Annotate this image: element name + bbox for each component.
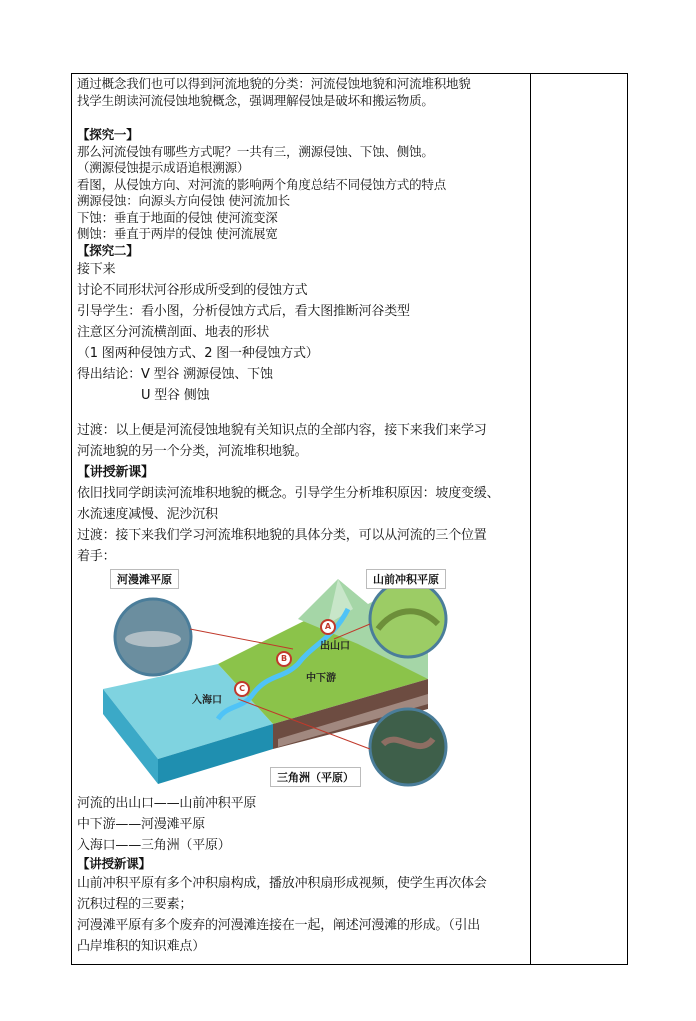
river-landform-figure	[98, 569, 478, 791]
column-divider	[530, 74, 531, 964]
transition-line: 河流地貌的另一个分类，河流堆积地貌。	[77, 444, 308, 459]
text-line: 依旧找同学朗读河流堆积地貌的概念。引导学生分析堆积原因：坡度变缓、	[77, 486, 500, 501]
lesson-table	[71, 73, 628, 965]
section-heading: 【讲授新课】	[77, 465, 154, 480]
landform-illustration	[98, 569, 478, 791]
text-line: 接下来	[77, 262, 116, 277]
pin-b: B	[276, 651, 292, 667]
mapping-line: 中下游——河漫滩平原	[77, 817, 206, 832]
text-line: 看图，从侵蚀方向、对河流的影响两个角度总结不同侵蚀方式的特点	[77, 176, 447, 192]
text-line: 水流速度减慢、泥沙沉积	[77, 507, 218, 522]
lesson-content	[77, 76, 527, 957]
text-line: 引导学生：看小图，分析侵蚀方式后，看大图推断河谷类型	[77, 304, 410, 319]
text-line: 下蚀：垂直于地面的侵蚀 使河流变深	[77, 209, 278, 225]
mouth-tag: 入海口	[192, 695, 222, 706]
text-line: U 型谷 侧蚀	[141, 388, 210, 403]
section-heading: 【讲授新课】	[77, 856, 151, 871]
midlower-tag: 中下游	[306, 673, 336, 684]
transition-line: 过渡：以上便是河流侵蚀地貌有关知识点的全部内容，接下来我们来学习	[77, 423, 487, 438]
text-line: 河漫滩平原有多个废弃的河漫滩连接在一起，阐述河漫滩的形成。（引出	[77, 917, 481, 933]
notes-column	[532, 74, 628, 964]
floodplain-label: 河漫滩平原	[110, 569, 179, 589]
pin-a: A	[320, 619, 336, 635]
text-line: 侧蚀：垂直于两岸的侵蚀 使河流展宽	[77, 226, 278, 241]
section-heading: 【探究一】	[77, 127, 139, 142]
section-heading: 【探究二】	[77, 242, 139, 258]
intro-line: 找学生朗读河流侵蚀地貌概念，强调理解侵蚀是破坏和搬运物质。	[77, 92, 434, 108]
text-line: 讨论不同形状河谷形成所受到的侵蚀方式	[77, 283, 308, 298]
text-line: （溯源侵蚀提示成语追根溯源）	[77, 160, 250, 175]
outlet-tag: 出山口	[320, 641, 350, 652]
mapping-line: 河流的出山口——山前冲积平原	[77, 796, 257, 811]
pin-c: C	[234, 681, 250, 697]
alluvial-plain-label: 山前冲积平原	[366, 569, 446, 589]
text-line: 注意区分河流横剖面、地表的形状	[77, 325, 270, 340]
text-line: 沉积过程的三要素；	[77, 896, 193, 912]
mapping-line: 入海口——三角洲（平原）	[77, 838, 231, 853]
text-line: 过渡：接下来我们学习河流堆积地貌的具体分类，可以从河流的三个位置	[77, 528, 487, 543]
text-line: 凸岸堆积的知识难点）	[77, 938, 206, 954]
intro-line: 通过概念我们也可以得到河流地貌的分类：河流侵蚀地貌和河流堆积地貌	[77, 76, 471, 91]
delta-label: 三角洲（平原）	[270, 767, 361, 787]
text-line: 那么河流侵蚀有哪些方式呢？一共有三，溯源侵蚀、下蚀、侧蚀。	[77, 143, 434, 159]
text-line: 着手：	[77, 549, 116, 564]
text-line: 得出结论：V 型谷 溯源侵蚀、下蚀	[77, 367, 273, 382]
text-line: 溯源侵蚀：向源头方向侵蚀 使河流加长	[77, 193, 290, 208]
text-line: 山前冲积平原有多个冲积扇构成，播放冲积扇形成视频，使学生再次体会	[77, 875, 487, 891]
text-line: （1 图两种侵蚀方式、2 图一种侵蚀方式）	[77, 346, 319, 361]
